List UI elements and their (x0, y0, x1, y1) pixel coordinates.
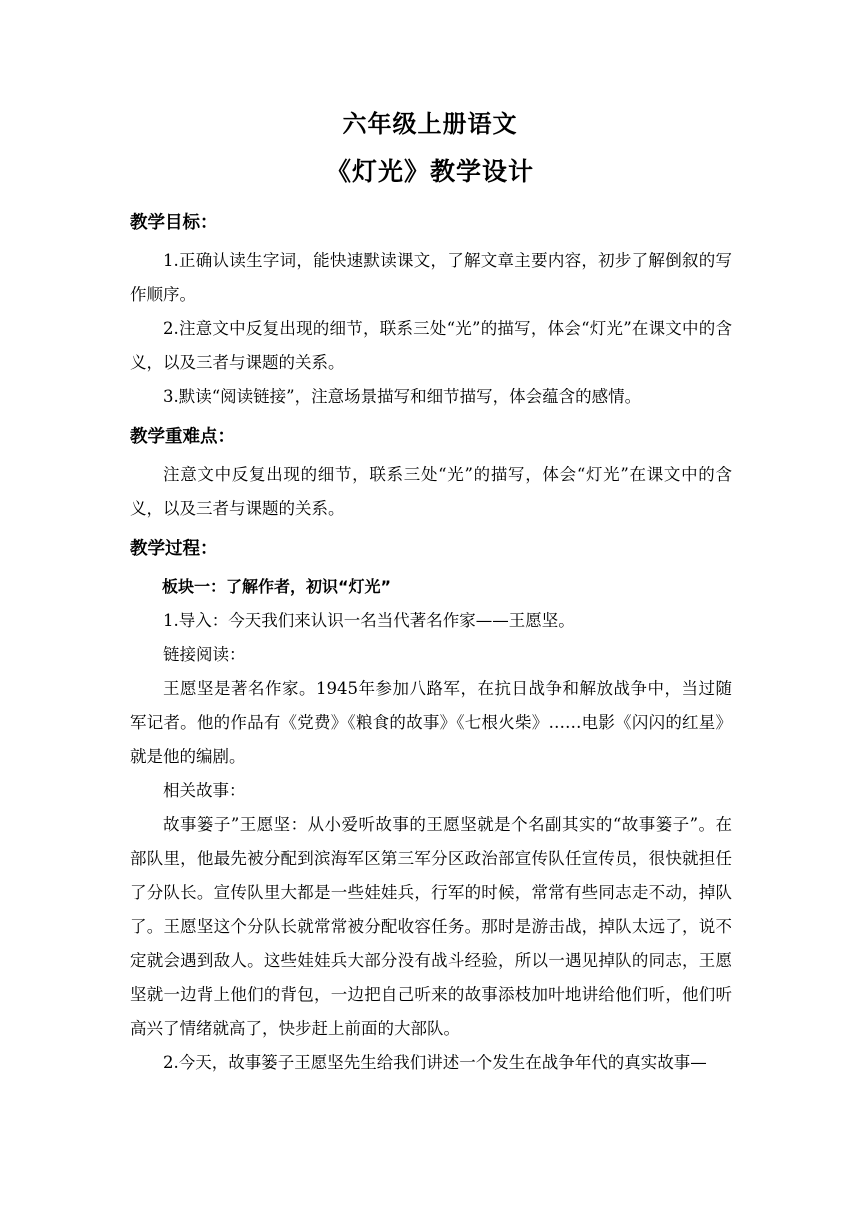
block-subheading: 板块一：了解作者，初识“灯光” (162, 577, 392, 596)
paragraph: 2.注意文中反复出现的细节，联系三处“光”的描写，体会“灯光”在课文中的含义，以及三者与课题的关系。 (130, 319, 732, 372)
paragraph: 链接阅读： (163, 645, 246, 664)
paragraph: 注意文中反复出现的细节，联系三处“光”的描写，体会“灯光”在课文中的含义，以及三者与课题的关系。 (130, 465, 732, 518)
paragraph: 1.导入：今天我们来认识一名当代著名作家——王愿坚。 (163, 611, 575, 630)
section-heading-process: 教学过程： (130, 539, 218, 559)
paragraph: 相关故事： (163, 781, 246, 800)
document-title: 六年级上册语文 (342, 110, 518, 138)
paragraph: 故事篓子”王愿坚：从小爱听故事的王愿坚就是个名副其实的“故事篓子”。在部队里，他最先被分配到滨海军区第三军分区政治部宣传队任宣传员，很快就担任了分队长。宣传队里大都是一些娃娃兵，行军的时候，常常有些同志走不动，掉队了。王愿坚这个分队长就常常被分配收容任务。那时是游击战，掉队太远了，说不定就会遇到敌人。这些娃娃兵大部分没有战斗经验，所以一遇见掉队的同志，王愿坚就一边背上他们的背包，一边把自己听来的故事添枝加叶地讲给他们听，他们听高兴了情绪就高了，快步赶上前面的大部队。 (130, 815, 732, 1038)
paragraph: 3.默读“阅读链接”，注意场景描写和细节描写，体会蕴含的感情。 (163, 387, 642, 406)
section-heading-objectives: 教学目标： (130, 213, 218, 233)
document-subtitle: 《灯光》教学设计 (325, 157, 534, 186)
paragraph: 王愿坚是著名作家。1945年参加八路军，在抗日战争和解放战争中，当过随军记者。他的作品有《党费》《粮食的故事》《七根火柴》……电影《闪闪的红星》就是他的编剧。 (130, 679, 732, 766)
document-body (130, 206, 732, 1080)
section-heading-key-points: 教学重难点： (130, 427, 235, 447)
paragraph: 2.今天，故事篓子王愿坚先生给我们讲述一个发生在战争年代的真实故事— (163, 1053, 707, 1072)
paragraph: 1.正确认读生字词，能快速默读课文，了解文章主要内容，初步了解倒叙的写作顺序。 (130, 251, 732, 304)
